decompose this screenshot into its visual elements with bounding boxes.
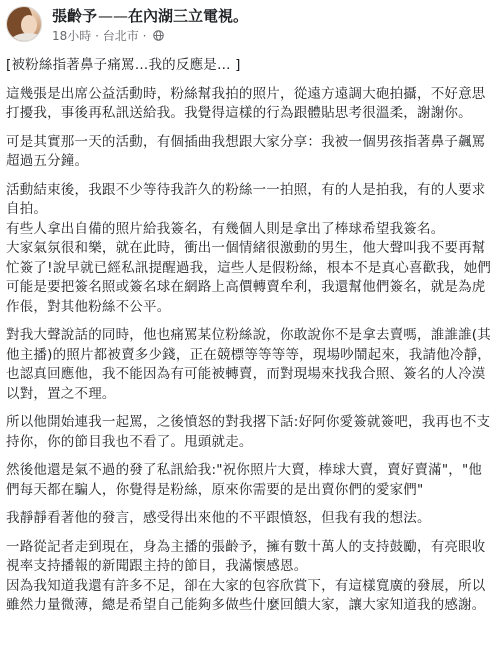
post-paragraph: 可是其實那一天的活動，有個插曲我想跟大家分享：我被一個男孩指著鼻子飆罵超過五分鐘。 xyxy=(6,133,486,169)
meta-dot: · xyxy=(95,28,99,43)
post-meta xyxy=(52,27,164,44)
post-paragraph: 一路從記者走到現在，身為主播的張齡予，擁有數十萬人的支持鼓勵，有亮眼收視率支持播報的新聞跟主持的節目，我滿懷感恩。 因為我知道我還有許多不足，卻在大家的包容欣賞下，有這樣寬廣的發展，所以雖然力量微薄，總是希望自己能夠多做些什麼回饋大家，讓大家知道我的感謝。 xyxy=(6,538,486,613)
avatar-face xyxy=(21,15,37,35)
post-header xyxy=(0,0,499,48)
author-name[interactable]: 張齡予 xyxy=(52,7,98,25)
globe-icon[interactable] xyxy=(153,30,164,41)
checkin-place[interactable]: 在內湖三立電視。 xyxy=(128,7,249,25)
post-paragraph: 活動結束後，我跟不少等待我許久的粉絲一一拍照，有的人是拍我，有的人要求自拍。 有些人拿出自備的照片給我簽名，有幾個人則是拿出了棒球希望我簽名。 大家氣氛很和樂，就在此時，衝出一個情緒很激動的男生，他大聲叫我不要再幫忙簽了!說早就已經私訊提醒過我，這些人是假粉絲，根本不是真心喜歡我，她們可能是要把簽名照或簽名球在網路上高價轉賣牟利，我還幫他們簽名，就是為虎作倀，對其他粉絲不公平。 xyxy=(6,181,492,315)
name-separator: —— xyxy=(98,7,129,25)
post-paragraph: 我靜靜看著他的發言，感受得出來他的不平跟憤怒，但我有我的想法。 xyxy=(6,510,431,526)
post-paragraph: 對我大聲說話的同時，他也痛罵某位粉絲說，你敢說你不是拿去賣嗎，誰誰誰(其他主播)的照片都被賣多少錢，正在競標等等等等，現場吵鬧起來，我請他冷靜，也認真回應他，我不能因為有可能被轉賣，而對現場來找我合照、簽名的人冷漠以對，置之不理。 xyxy=(6,327,491,402)
post-paragraph: 這幾張是出席公益活動時，粉絲幫我拍的照片，從遠方遠調大砲拍攝，不好意思打擾我，事後再私訊送給我。我覺得這樣的行為跟體貼思考很溫柔，謝謝你。 xyxy=(6,85,486,121)
post-paragraph: 然後他還是氣不過的發了私訊給我:"祝你照片大賣，棒球大賣，賣好賣滿"，"他們每天都在騙人，你覺得是粉絲，原來你需要的是出賣你們的愛家們" xyxy=(6,462,483,498)
meta-dot-2: · xyxy=(142,28,147,43)
post-location[interactable]: 台北市 xyxy=(102,29,139,43)
post-time[interactable]: 18小時 xyxy=(52,29,92,43)
post-paragraph: [被粉絲指著鼻子痛罵…我的反應是… ] xyxy=(6,57,241,73)
name-line xyxy=(52,5,248,26)
avatar[interactable] xyxy=(6,6,42,42)
post-body xyxy=(6,56,492,625)
avatar-shoulder xyxy=(11,33,42,42)
post-paragraph: 所以他開始連我一起罵，之後憤怒的對我撂下話:好阿你愛簽就簽吧，我再也不支持你，你的節目我也不看了。甩頭就走。 xyxy=(6,414,491,450)
